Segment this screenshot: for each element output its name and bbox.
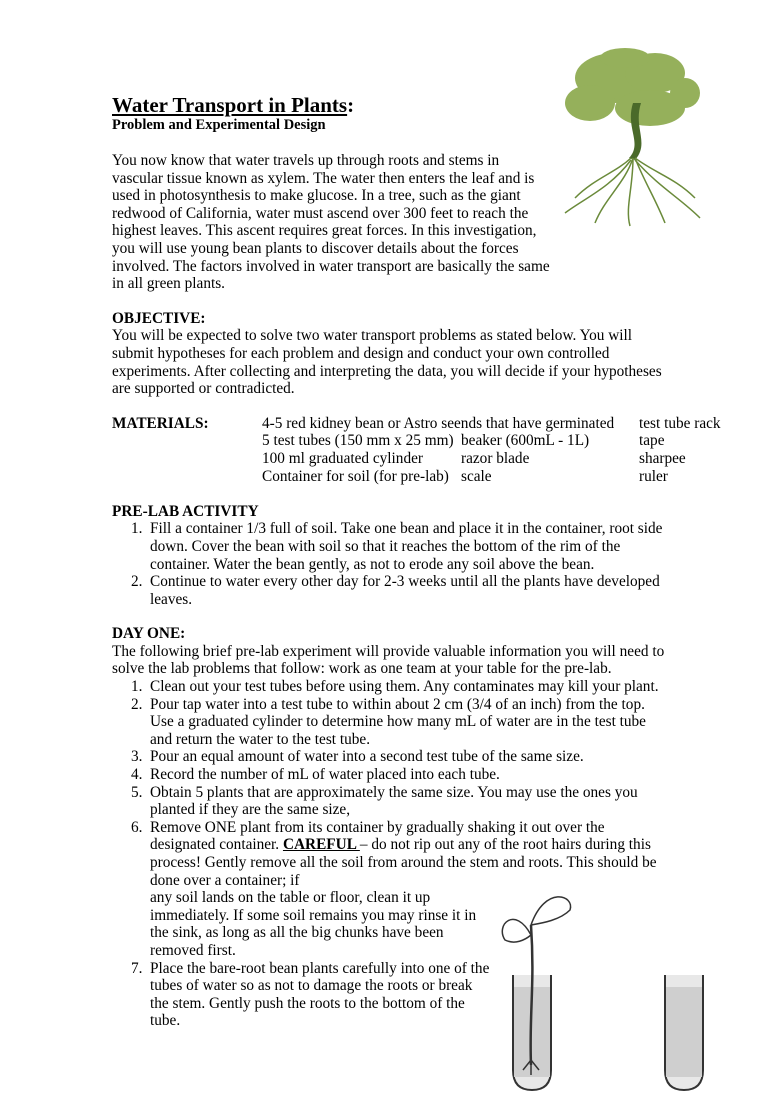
page-title: Water Transport in Plants: bbox=[112, 93, 355, 117]
objective-heading: OBJECTIVE: bbox=[112, 309, 206, 327]
prelab-heading: PRE-LAB ACTIVITY bbox=[112, 502, 259, 520]
material-item: tape bbox=[639, 432, 665, 450]
materials-heading: MATERIALS: bbox=[112, 414, 209, 432]
material-item: beaker (600mL - 1L) bbox=[461, 432, 590, 450]
day-one-intro: The following brief pre-lab experiment will provide valuable information you will need to solve the lab problems that follow: work as one team at your table for the pre-lab. bbox=[112, 642, 665, 678]
prelab-section bbox=[112, 503, 668, 609]
test-tubes-illustration bbox=[485, 865, 725, 1095]
material-item: test tube rack bbox=[639, 414, 721, 432]
material-item: 5 test tubes (150 mm x 25 mm) bbox=[262, 432, 454, 450]
material-item: 100 ml graduated cylinder bbox=[262, 449, 423, 467]
list-item: 5. Obtain 5 plants that are approximately the same size. You may use the ones you planted if they are the same size, bbox=[131, 783, 638, 819]
list-item: 7. Place the bare-root bean plants carefully into one of the tubes of water so as not to damage the roots or break the stem. Gently push the roots to the bottom of the tube. bbox=[112, 960, 668, 1030]
materials-section bbox=[112, 414, 721, 486]
document-body bbox=[112, 93, 721, 1030]
test-tube-with-plant bbox=[502, 896, 570, 1089]
material-item: 4-5 red kidney bean or Astro seends that have germinated bbox=[262, 414, 615, 432]
material-item: scale bbox=[461, 467, 492, 485]
material-item: razor blade bbox=[461, 449, 530, 467]
material-item: sharpee bbox=[639, 449, 686, 467]
material-item: Container for soil (for pre-lab) bbox=[262, 467, 449, 485]
list-item: 4. Record the number of mL of water placed into each tube. bbox=[131, 766, 500, 784]
objective-section bbox=[112, 310, 668, 398]
list-item: 1. Fill a container 1/3 full of soil. Take one bean and place it in the container, root side down. Cover the bean with soil so that it reaches the bottom of the rim of the container. Water the bean gently, as not to erode any soil above the bean. bbox=[131, 520, 663, 573]
list-item: 3. Pour an equal amount of water into a second test tube of the same size. bbox=[131, 748, 584, 766]
objective-text: You will be expected to solve two water transport problems as stated below. You will submit hypotheses for each problem and design and conduct your own controlled experiments. After collecting and interpreting the data, you will decide if your hypotheses are supported or contradicted. bbox=[112, 327, 662, 398]
list-item: 6. Remove ONE plant from its container by gradually shaking it out over the designated container. CAREFUL – do not rip out any of the root hairs during this process! Gently remove all the soil from around the stem and roots. This should be done over a container; if any soil lands on the table or floor, clean it up immediately. If some soil remains you may rinse it in the sink, as long as all the big chunks have been removed first. bbox=[131, 818, 657, 959]
tree-with-roots-illustration bbox=[555, 48, 705, 228]
material-item: ruler bbox=[639, 467, 668, 485]
intro-paragraph: You now know that water travels up through roots and stems in vascular tissue known as xylem. The water then enters the leaf and is used in photosynthesis to make glucose. In a tree, such as the giant redwood of California, water must ascend over 300 feet to reach the highest leaves. This ascent requires great forces. In this investigation, you will use young bean plants to discover details about the forces involved. The factors involved in water transport are basically the same in all green plants. bbox=[112, 152, 550, 293]
list-item: 1. Clean out your test tubes before using them. Any contaminates may kill your plant. bbox=[131, 678, 659, 696]
day-one-section bbox=[112, 625, 668, 1030]
day-one-heading: DAY ONE: bbox=[112, 625, 186, 643]
list-item: 2. Pour tap water into a test tube to within about 2 cm (3/4 of an inch) from the top. Use a graduated cylinder to determine how many mL of water are in the test tube and return the water to the test tube. bbox=[131, 695, 646, 748]
page-subtitle: Problem and Experimental Design bbox=[112, 117, 326, 133]
test-tube-water-only bbox=[665, 975, 703, 1090]
list-item: 2. Continue to water every other day for 2-3 weeks until all the plants have developed leaves. bbox=[131, 573, 660, 608]
